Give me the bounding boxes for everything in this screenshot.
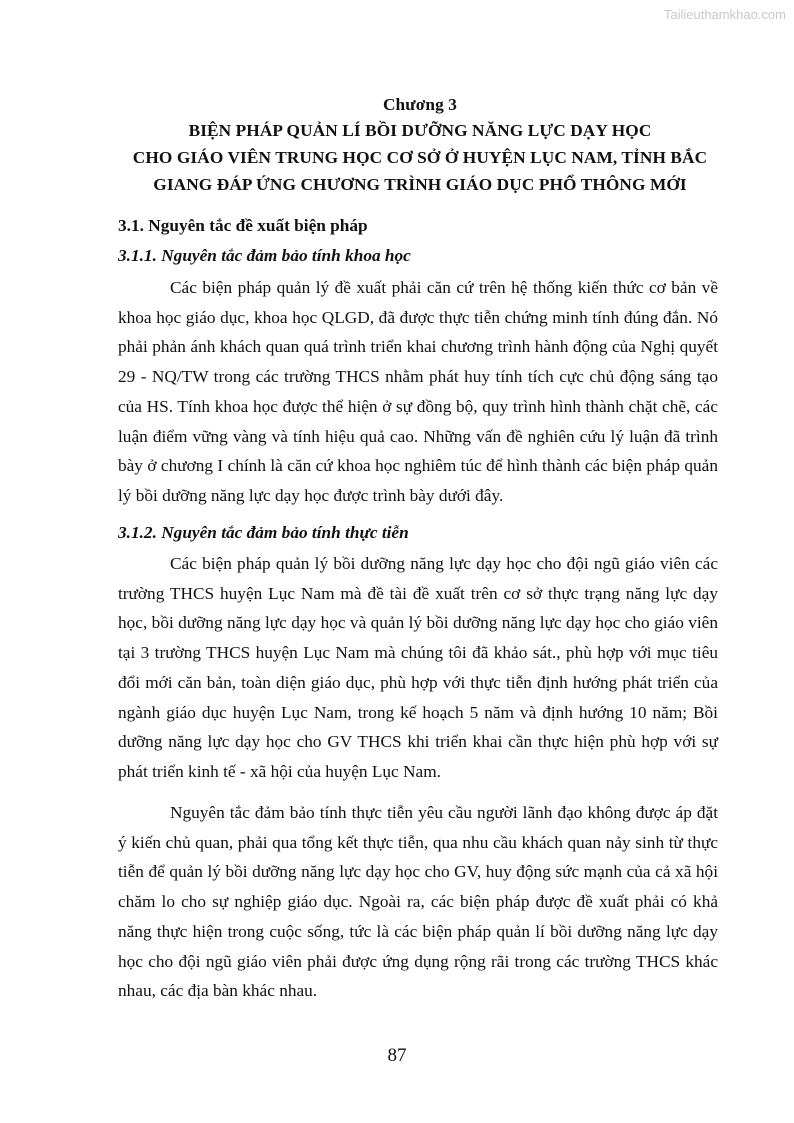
page-number: 87	[387, 1045, 407, 1066]
watermark-text: Tailieuthamkhao.com	[663, 7, 786, 22]
section-3-1-heading: 3.1. Nguyên tắc đề xuất biện pháp	[118, 216, 368, 235]
chapter-number: Chương 3	[382, 95, 458, 114]
chapter-title-line-3: GIANG ĐÁP ỨNG CHƯƠNG TRÌNH GIÁO DỤC PHỔ THÔNG MỚI	[153, 175, 687, 194]
section-3-1-2-paragraph-2: Nguyên tắc đảm bảo tính thực tiễn yêu cầu người lãnh đạo không được áp đặt ý kiến chủ quan, phải qua tổng kết thực tiễn, qua nhu cầu khách quan nảy sinh từ thực tiễn để quản lý bồi dưỡng năng lực dạy học cho GV, huy động sức mạnh của cả xã hội chăm lo cho sự nghiệp giáo dục. Ngoài ra, các biện pháp được đề xuất phải có khả năng thực hiện trong cuộc sống, tức là các biện pháp quản lí bồi dưỡng năng lực dạy học cho đội ngũ giáo viên phải được ứng dụng rộng rãi trong các trường THCS khác nhau, các địa bàn khác nhau.	[118, 803, 718, 1001]
chapter-title-line-1: BIỆN PHÁP QUẢN LÍ BỒI DƯỠNG NĂNG LỰC DẠY HỌC	[188, 121, 652, 140]
section-3-1-1-heading: 3.1.1. Nguyên tắc đảm bảo tính khoa học	[118, 246, 411, 265]
section-3-1-2-heading: 3.1.2. Nguyên tắc đảm bảo tính thực tiễn	[118, 523, 409, 542]
section-3-1-1-paragraph: Các biện pháp quản lý đề xuất phải căn cứ trên hệ thống kiến thức cơ bản về khoa học giáo dục, khoa học QLGD, đã được thực tiễn chứng minh tính đúng đắn. Nó phải phản ánh khách quan quá trình triển khai chương trình hành động của Nghị quyết 29 - NQ/TW trong các trường THCS nhằm phát huy tính tích cực chủ động sáng tạo của HS. Tính khoa học được thể hiện ở sự đồng bộ, quy trình hình thành chặt chẽ, các luận điểm vững vàng và tính hiệu quả cao. Những vấn đề nghiên cứu lý luận đã trình bày ở chương I chính là căn cứ khoa học nghiêm túc để hình thành các biện pháp quản lý bồi dưỡng năng lực dạy học được trình bày dưới đây.	[118, 278, 718, 505]
chapter-title-line-2: CHO GIÁO VIÊN TRUNG HỌC CƠ SỞ Ở HUYỆN LỤC NAM, TỈNH BẮC	[132, 148, 708, 167]
section-3-1-2-paragraph-1: Các biện pháp quản lý bồi dưỡng năng lực dạy học cho đội ngũ giáo viên các trường THCS huyện Lục Nam mà đề tài đề xuất trên cơ sở thực trạng năng lực dạy học, bồi dưỡng năng lực dạy học và quản lý bồi dưỡng năng lực dạy học cho giáo viên tại 3 trường THCS huyện Lục Nam mà chúng tôi đã khảo sát., phù hợp với mục tiêu đổi mới căn bản, toàn diện giáo dục, phù hợp với thực tiễn định hướng phát triển của ngành giáo dục huyện Lục Nam, trong kế hoạch 5 năm và định hướng 10 năm; Bồi dưỡng năng lực dạy học cho GV THCS khi triển khai cần thực hiện phù hợp với sự phát triển kinh tế - xã hội của huyện Lục Nam.	[118, 554, 718, 781]
